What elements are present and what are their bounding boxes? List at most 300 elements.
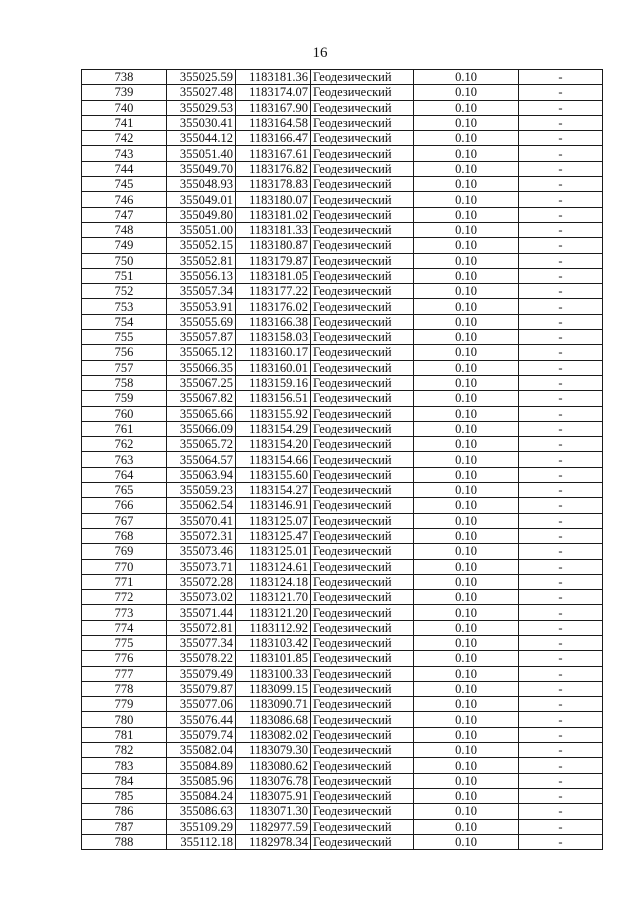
- description-cell: -: [519, 222, 603, 237]
- accuracy-cell: 0.10: [414, 253, 519, 268]
- point-number-cell: 785: [82, 788, 167, 803]
- point-number-cell: 762: [82, 437, 167, 452]
- y-coordinate-cell: 1182978.34: [236, 834, 311, 849]
- method-cell: Геодезический: [311, 620, 414, 635]
- y-coordinate-cell: 1183180.87: [236, 238, 311, 253]
- description-cell: -: [519, 467, 603, 482]
- x-coordinate-cell: 355073.71: [167, 559, 236, 574]
- description-cell: -: [519, 299, 603, 314]
- method-cell: Геодезический: [311, 131, 414, 146]
- table-row: [82, 467, 603, 482]
- table-row: [82, 207, 603, 222]
- accuracy-cell: 0.10: [414, 238, 519, 253]
- method-cell: Геодезический: [311, 437, 414, 452]
- description-cell: -: [519, 192, 603, 207]
- description-cell: -: [519, 406, 603, 421]
- accuracy-cell: 0.10: [414, 620, 519, 635]
- point-number-cell: 759: [82, 391, 167, 406]
- point-number-cell: 746: [82, 192, 167, 207]
- method-cell: Геодезический: [311, 330, 414, 345]
- y-coordinate-cell: 1183125.07: [236, 513, 311, 528]
- table-row: [82, 177, 603, 192]
- point-number-cell: 763: [82, 452, 167, 467]
- accuracy-cell: 0.10: [414, 635, 519, 650]
- point-number-cell: 774: [82, 620, 167, 635]
- method-cell: Геодезический: [311, 222, 414, 237]
- x-coordinate-cell: 355086.63: [167, 804, 236, 819]
- accuracy-cell: 0.10: [414, 177, 519, 192]
- description-cell: -: [519, 513, 603, 528]
- y-coordinate-cell: 1183154.27: [236, 483, 311, 498]
- y-coordinate-cell: 1183125.47: [236, 528, 311, 543]
- point-number-cell: 753: [82, 299, 167, 314]
- table-row: [82, 712, 603, 727]
- method-cell: Геодезический: [311, 712, 414, 727]
- description-cell: -: [519, 115, 603, 130]
- accuracy-cell: 0.10: [414, 299, 519, 314]
- accuracy-cell: 0.10: [414, 314, 519, 329]
- accuracy-cell: 0.10: [414, 345, 519, 360]
- method-cell: Геодезический: [311, 574, 414, 589]
- description-cell: -: [519, 651, 603, 666]
- method-cell: Геодезический: [311, 284, 414, 299]
- accuracy-cell: 0.10: [414, 498, 519, 513]
- x-coordinate-cell: 355079.74: [167, 727, 236, 742]
- table-row: [82, 559, 603, 574]
- point-number-cell: 764: [82, 467, 167, 482]
- point-number-cell: 769: [82, 544, 167, 559]
- y-coordinate-cell: 1183100.33: [236, 666, 311, 681]
- description-cell: -: [519, 85, 603, 100]
- accuracy-cell: 0.10: [414, 773, 519, 788]
- method-cell: Геодезический: [311, 268, 414, 283]
- description-cell: -: [519, 421, 603, 436]
- method-cell: Геодезический: [311, 819, 414, 834]
- y-coordinate-cell: 1183177.22: [236, 284, 311, 299]
- accuracy-cell: 0.10: [414, 666, 519, 681]
- y-coordinate-cell: 1183181.36: [236, 70, 311, 85]
- x-coordinate-cell: 355109.29: [167, 819, 236, 834]
- y-coordinate-cell: 1183167.90: [236, 100, 311, 115]
- table-row: [82, 299, 603, 314]
- method-cell: Геодезический: [311, 758, 414, 773]
- point-number-cell: 766: [82, 498, 167, 513]
- description-cell: -: [519, 437, 603, 452]
- point-number-cell: 739: [82, 85, 167, 100]
- coordinates-table: [81, 69, 603, 850]
- y-coordinate-cell: 1183176.02: [236, 299, 311, 314]
- table-row: [82, 743, 603, 758]
- x-coordinate-cell: 355048.93: [167, 177, 236, 192]
- description-cell: -: [519, 391, 603, 406]
- x-coordinate-cell: 355049.01: [167, 192, 236, 207]
- point-number-cell: 757: [82, 360, 167, 375]
- x-coordinate-cell: 355078.22: [167, 651, 236, 666]
- method-cell: Геодезический: [311, 727, 414, 742]
- method-cell: Геодезический: [311, 253, 414, 268]
- method-cell: Геодезический: [311, 360, 414, 375]
- description-cell: -: [519, 345, 603, 360]
- y-coordinate-cell: 1183101.85: [236, 651, 311, 666]
- x-coordinate-cell: 355049.80: [167, 207, 236, 222]
- table-row: [82, 635, 603, 650]
- method-cell: Геодезический: [311, 345, 414, 360]
- x-coordinate-cell: 355051.00: [167, 222, 236, 237]
- point-number-cell: 787: [82, 819, 167, 834]
- x-coordinate-cell: 355085.96: [167, 773, 236, 788]
- description-cell: -: [519, 238, 603, 253]
- point-number-cell: 752: [82, 284, 167, 299]
- table-row: [82, 70, 603, 85]
- x-coordinate-cell: 355025.59: [167, 70, 236, 85]
- point-number-cell: 775: [82, 635, 167, 650]
- x-coordinate-cell: 355073.46: [167, 544, 236, 559]
- table-row: [82, 681, 603, 696]
- point-number-cell: 765: [82, 483, 167, 498]
- x-coordinate-cell: 355067.82: [167, 391, 236, 406]
- description-cell: -: [519, 697, 603, 712]
- method-cell: Геодезический: [311, 544, 414, 559]
- method-cell: Геодезический: [311, 85, 414, 100]
- accuracy-cell: 0.10: [414, 804, 519, 819]
- point-number-cell: 773: [82, 605, 167, 620]
- x-coordinate-cell: 355052.81: [167, 253, 236, 268]
- description-cell: -: [519, 452, 603, 467]
- table-row: [82, 314, 603, 329]
- table-row: [82, 605, 603, 620]
- x-coordinate-cell: 355084.89: [167, 758, 236, 773]
- method-cell: Геодезический: [311, 406, 414, 421]
- point-number-cell: 782: [82, 743, 167, 758]
- y-coordinate-cell: 1183071.30: [236, 804, 311, 819]
- description-cell: -: [519, 253, 603, 268]
- method-cell: Геодезический: [311, 834, 414, 849]
- x-coordinate-cell: 355056.13: [167, 268, 236, 283]
- method-cell: Геодезический: [311, 788, 414, 803]
- accuracy-cell: 0.10: [414, 712, 519, 727]
- point-number-cell: 760: [82, 406, 167, 421]
- description-cell: -: [519, 528, 603, 543]
- description-cell: -: [519, 743, 603, 758]
- x-coordinate-cell: 355057.87: [167, 330, 236, 345]
- table-row: [82, 620, 603, 635]
- y-coordinate-cell: 1183166.38: [236, 314, 311, 329]
- description-cell: -: [519, 788, 603, 803]
- accuracy-cell: 0.10: [414, 268, 519, 283]
- method-cell: Геодезический: [311, 161, 414, 176]
- y-coordinate-cell: 1183154.29: [236, 421, 311, 436]
- x-coordinate-cell: 355049.70: [167, 161, 236, 176]
- table-row: [82, 590, 603, 605]
- point-number-cell: 771: [82, 574, 167, 589]
- point-number-cell: 767: [82, 513, 167, 528]
- y-coordinate-cell: 1183155.92: [236, 406, 311, 421]
- description-cell: -: [519, 146, 603, 161]
- description-cell: -: [519, 360, 603, 375]
- point-number-cell: 742: [82, 131, 167, 146]
- point-number-cell: 738: [82, 70, 167, 85]
- description-cell: -: [519, 483, 603, 498]
- description-cell: -: [519, 131, 603, 146]
- table-row: [82, 115, 603, 130]
- description-cell: -: [519, 727, 603, 742]
- x-coordinate-cell: 355071.44: [167, 605, 236, 620]
- page-number: 16: [312, 45, 328, 61]
- point-number-cell: 761: [82, 421, 167, 436]
- point-number-cell: 779: [82, 697, 167, 712]
- description-cell: -: [519, 284, 603, 299]
- description-cell: -: [519, 559, 603, 574]
- description-cell: -: [519, 268, 603, 283]
- method-cell: Геодезический: [311, 452, 414, 467]
- y-coordinate-cell: 1183080.62: [236, 758, 311, 773]
- point-number-cell: 783: [82, 758, 167, 773]
- method-cell: Геодезический: [311, 513, 414, 528]
- point-number-cell: 755: [82, 330, 167, 345]
- accuracy-cell: 0.10: [414, 697, 519, 712]
- y-coordinate-cell: 1183154.20: [236, 437, 311, 452]
- method-cell: Геодезический: [311, 681, 414, 696]
- method-cell: Геодезический: [311, 605, 414, 620]
- accuracy-cell: 0.10: [414, 391, 519, 406]
- y-coordinate-cell: 1183174.07: [236, 85, 311, 100]
- method-cell: Геодезический: [311, 697, 414, 712]
- description-cell: -: [519, 605, 603, 620]
- x-coordinate-cell: 355059.23: [167, 483, 236, 498]
- accuracy-cell: 0.10: [414, 100, 519, 115]
- table-row: [82, 192, 603, 207]
- y-coordinate-cell: 1183154.66: [236, 452, 311, 467]
- table-row: [82, 697, 603, 712]
- description-cell: -: [519, 330, 603, 345]
- accuracy-cell: 0.10: [414, 70, 519, 85]
- point-number-cell: 786: [82, 804, 167, 819]
- accuracy-cell: 0.10: [414, 222, 519, 237]
- y-coordinate-cell: 1183124.61: [236, 559, 311, 574]
- accuracy-cell: 0.10: [414, 85, 519, 100]
- description-cell: -: [519, 635, 603, 650]
- y-coordinate-cell: 1183146.91: [236, 498, 311, 513]
- table-row: [82, 666, 603, 681]
- y-coordinate-cell: 1183121.20: [236, 605, 311, 620]
- y-coordinate-cell: 1183160.01: [236, 360, 311, 375]
- x-coordinate-cell: 355030.41: [167, 115, 236, 130]
- method-cell: Геодезический: [311, 238, 414, 253]
- x-coordinate-cell: 355072.28: [167, 574, 236, 589]
- description-cell: -: [519, 314, 603, 329]
- point-number-cell: 750: [82, 253, 167, 268]
- description-cell: -: [519, 574, 603, 589]
- description-cell: -: [519, 498, 603, 513]
- method-cell: Геодезический: [311, 177, 414, 192]
- accuracy-cell: 0.10: [414, 207, 519, 222]
- x-coordinate-cell: 355029.53: [167, 100, 236, 115]
- accuracy-cell: 0.10: [414, 375, 519, 390]
- accuracy-cell: 0.10: [414, 360, 519, 375]
- x-coordinate-cell: 355055.69: [167, 314, 236, 329]
- point-number-cell: 751: [82, 268, 167, 283]
- y-coordinate-cell: 1183076.78: [236, 773, 311, 788]
- accuracy-cell: 0.10: [414, 743, 519, 758]
- y-coordinate-cell: 1183166.47: [236, 131, 311, 146]
- method-cell: Геодезический: [311, 743, 414, 758]
- accuracy-cell: 0.10: [414, 681, 519, 696]
- x-coordinate-cell: 355072.31: [167, 528, 236, 543]
- table-row: [82, 574, 603, 589]
- table-row: [82, 330, 603, 345]
- point-number-cell: 778: [82, 681, 167, 696]
- x-coordinate-cell: 355052.15: [167, 238, 236, 253]
- accuracy-cell: 0.10: [414, 727, 519, 742]
- table-row: [82, 375, 603, 390]
- point-number-cell: 756: [82, 345, 167, 360]
- table-row: [82, 513, 603, 528]
- table-row: [82, 131, 603, 146]
- x-coordinate-cell: 355112.18: [167, 834, 236, 849]
- table-row: [82, 544, 603, 559]
- accuracy-cell: 0.10: [414, 330, 519, 345]
- accuracy-cell: 0.10: [414, 452, 519, 467]
- description-cell: -: [519, 834, 603, 849]
- point-number-cell: 781: [82, 727, 167, 742]
- point-number-cell: 770: [82, 559, 167, 574]
- accuracy-cell: 0.10: [414, 834, 519, 849]
- y-coordinate-cell: 1183164.58: [236, 115, 311, 130]
- method-cell: Геодезический: [311, 115, 414, 130]
- table-row: [82, 758, 603, 773]
- y-coordinate-cell: 1183160.17: [236, 345, 311, 360]
- y-coordinate-cell: 1183075.91: [236, 788, 311, 803]
- accuracy-cell: 0.10: [414, 131, 519, 146]
- x-coordinate-cell: 355027.48: [167, 85, 236, 100]
- table-row: [82, 528, 603, 543]
- method-cell: Геодезический: [311, 375, 414, 390]
- description-cell: -: [519, 70, 603, 85]
- accuracy-cell: 0.10: [414, 559, 519, 574]
- table-row: [82, 452, 603, 467]
- accuracy-cell: 0.10: [414, 605, 519, 620]
- x-coordinate-cell: 355066.35: [167, 360, 236, 375]
- method-cell: Геодезический: [311, 100, 414, 115]
- y-coordinate-cell: 1183156.51: [236, 391, 311, 406]
- point-number-cell: 758: [82, 375, 167, 390]
- accuracy-cell: 0.10: [414, 115, 519, 130]
- y-coordinate-cell: 1183125.01: [236, 544, 311, 559]
- point-number-cell: 745: [82, 177, 167, 192]
- point-number-cell: 743: [82, 146, 167, 161]
- description-cell: -: [519, 375, 603, 390]
- accuracy-cell: 0.10: [414, 161, 519, 176]
- table-row: [82, 146, 603, 161]
- method-cell: Геодезический: [311, 590, 414, 605]
- x-coordinate-cell: 355053.91: [167, 299, 236, 314]
- x-coordinate-cell: 355065.12: [167, 345, 236, 360]
- point-number-cell: 744: [82, 161, 167, 176]
- point-number-cell: 780: [82, 712, 167, 727]
- y-coordinate-cell: 1183099.15: [236, 681, 311, 696]
- x-coordinate-cell: 355077.34: [167, 635, 236, 650]
- accuracy-cell: 0.10: [414, 590, 519, 605]
- table-row: [82, 406, 603, 421]
- x-coordinate-cell: 355066.09: [167, 421, 236, 436]
- table-row: [82, 238, 603, 253]
- method-cell: Геодезический: [311, 299, 414, 314]
- accuracy-cell: 0.10: [414, 651, 519, 666]
- y-coordinate-cell: 1183121.70: [236, 590, 311, 605]
- description-cell: -: [519, 681, 603, 696]
- point-number-cell: 749: [82, 238, 167, 253]
- x-coordinate-cell: 355073.02: [167, 590, 236, 605]
- description-cell: -: [519, 590, 603, 605]
- point-number-cell: 768: [82, 528, 167, 543]
- x-coordinate-cell: 355065.72: [167, 437, 236, 452]
- x-coordinate-cell: 355084.24: [167, 788, 236, 803]
- table-row: [82, 804, 603, 819]
- table-row: [82, 651, 603, 666]
- point-number-cell: 748: [82, 222, 167, 237]
- accuracy-cell: 0.10: [414, 819, 519, 834]
- method-cell: Геодезический: [311, 314, 414, 329]
- description-cell: -: [519, 100, 603, 115]
- accuracy-cell: 0.10: [414, 406, 519, 421]
- x-coordinate-cell: 355065.66: [167, 406, 236, 421]
- table-row: [82, 483, 603, 498]
- table-row: [82, 284, 603, 299]
- table-row: [82, 253, 603, 268]
- method-cell: Геодезический: [311, 666, 414, 681]
- description-cell: -: [519, 758, 603, 773]
- table-row: [82, 819, 603, 834]
- x-coordinate-cell: 355082.04: [167, 743, 236, 758]
- coordinates-table-body: [82, 70, 603, 850]
- y-coordinate-cell: 1183180.07: [236, 192, 311, 207]
- point-number-cell: 777: [82, 666, 167, 681]
- accuracy-cell: 0.10: [414, 544, 519, 559]
- table-row: [82, 498, 603, 513]
- point-number-cell: 740: [82, 100, 167, 115]
- table-row: [82, 834, 603, 849]
- accuracy-cell: 0.10: [414, 284, 519, 299]
- accuracy-cell: 0.10: [414, 574, 519, 589]
- table-row: [82, 391, 603, 406]
- method-cell: Геодезический: [311, 635, 414, 650]
- y-coordinate-cell: 1183155.60: [236, 467, 311, 482]
- accuracy-cell: 0.10: [414, 528, 519, 543]
- method-cell: Геодезический: [311, 773, 414, 788]
- x-coordinate-cell: 355070.41: [167, 513, 236, 528]
- x-coordinate-cell: 355077.06: [167, 697, 236, 712]
- description-cell: -: [519, 161, 603, 176]
- description-cell: -: [519, 177, 603, 192]
- table-row: [82, 222, 603, 237]
- accuracy-cell: 0.10: [414, 437, 519, 452]
- description-cell: -: [519, 666, 603, 681]
- accuracy-cell: 0.10: [414, 192, 519, 207]
- accuracy-cell: 0.10: [414, 513, 519, 528]
- x-coordinate-cell: 355067.25: [167, 375, 236, 390]
- description-cell: -: [519, 207, 603, 222]
- accuracy-cell: 0.10: [414, 421, 519, 436]
- method-cell: Геодезический: [311, 483, 414, 498]
- table-row: [82, 773, 603, 788]
- accuracy-cell: 0.10: [414, 758, 519, 773]
- point-number-cell: 776: [82, 651, 167, 666]
- method-cell: Геодезический: [311, 146, 414, 161]
- x-coordinate-cell: 355062.54: [167, 498, 236, 513]
- table-row: [82, 268, 603, 283]
- y-coordinate-cell: 1183181.05: [236, 268, 311, 283]
- method-cell: Геодезический: [311, 498, 414, 513]
